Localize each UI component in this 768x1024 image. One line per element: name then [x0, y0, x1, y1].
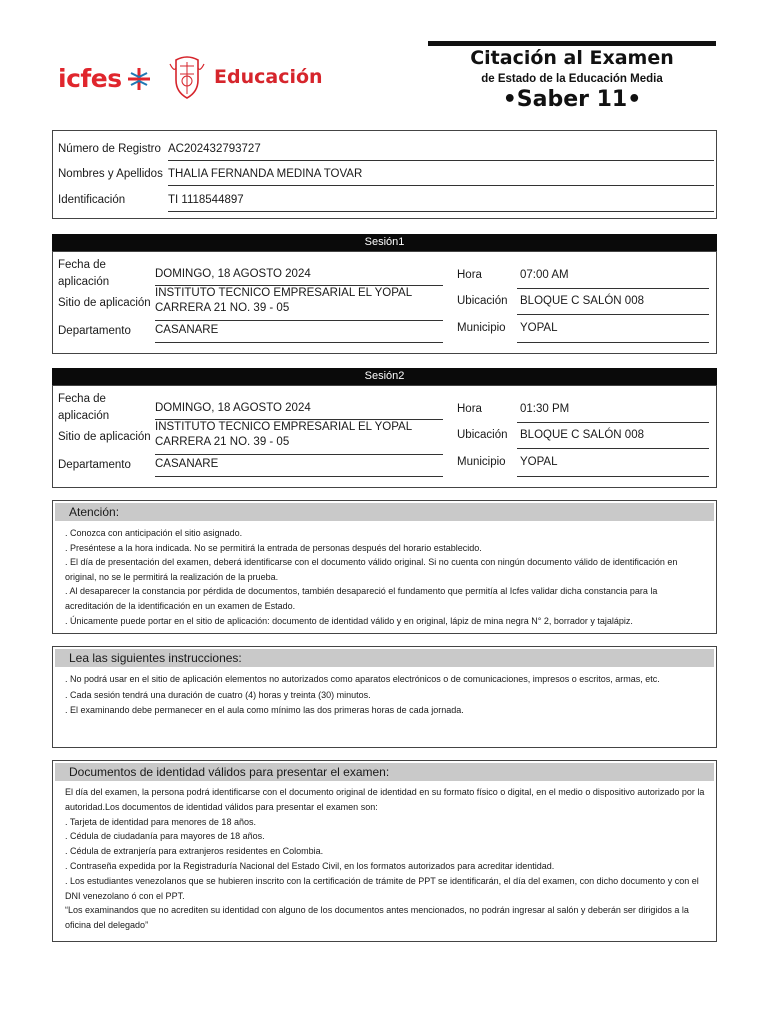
icfes-logo-text: icfes	[58, 64, 122, 93]
saber-title: •Saber 11•	[502, 87, 642, 112]
identification-value: TI 1118544897	[168, 194, 244, 206]
documents-box	[52, 760, 717, 942]
attention-title: Atención:	[55, 503, 714, 521]
depto-label: Departamento	[58, 325, 131, 337]
name-label: Nombres y Apellidos	[58, 168, 163, 180]
list-item: . No podrá usar en el sitio de aplicación elementos no autorizados como aparatos electrónicos o de comunicaciones, impresos o escritos, armas, etc.	[65, 674, 660, 684]
icfes-logo	[58, 64, 152, 93]
session-1-header: Sesión1	[52, 234, 717, 251]
coat-of-arms-icon	[168, 54, 206, 100]
sitio-label: Sitio de aplicación	[58, 431, 151, 443]
instructions-box	[52, 646, 717, 748]
session-2-box	[52, 385, 717, 488]
icfes-star-icon	[126, 66, 152, 92]
list-item: . Únicamente puede portar en el sitio de aplicación: documento de identidad válido y en original, lápiz de mina negra N° 2, borrador y tajalápiz.	[65, 615, 633, 626]
list-item: “Los examinandos que no acrediten su identidad con alguno de los documentos antes mencionados, no podrán ingresar al salón y deberán ser dirigidos a la oficina del delegado”	[65, 905, 689, 931]
list-item: . Cédula de extranjería para extranjeros residentes en Colombia.	[65, 846, 324, 857]
name-value: THALIA FERNANDA MEDINA TOVAR	[168, 168, 363, 180]
attention-list	[53, 523, 716, 631]
registration-value: AC202432793727	[168, 143, 261, 155]
list-item: . El día de presentación del examen, deberá identificarse con el documento válido original. Si no cuenta con ningún documento válido de identificación en original, no se le permitirá la realización de la prueba.	[65, 557, 678, 582]
session-2-header: Sesión2	[52, 368, 717, 385]
attention-box	[52, 500, 717, 634]
fecha-label: Fecha de aplicación	[58, 393, 110, 422]
instructions-title: Lea las siguientes instrucciones:	[55, 649, 714, 667]
registration-box	[52, 130, 717, 219]
municipio-value: YOPAL	[520, 456, 558, 468]
hora-value: 01:30 PM	[520, 403, 570, 415]
education-logo-text: Educación	[214, 66, 323, 88]
hora-label: Hora	[457, 269, 482, 281]
list-item: . Cédula de ciudadanía para mayores de 18 años.	[65, 831, 265, 842]
fecha-value: DOMINGO, 18 AGOSTO 2024	[155, 268, 311, 280]
list-item: . Conozca con anticipación el sitio asignado.	[65, 528, 243, 538]
municipio-value: YOPAL	[520, 322, 558, 334]
documents-title: Documentos de identidad válidos para presentar el examen:	[55, 763, 714, 781]
sitio-label: Sitio de aplicación	[58, 297, 151, 309]
ubicacion-value: BLOQUE C SALÓN 008	[520, 295, 644, 307]
sitio-value: INSTITUTO TECNICO EMPRESARIAL EL YOPAL CARRERA 21 NO. 39 - 05	[155, 421, 412, 448]
depto-value: CASANARE	[155, 324, 219, 336]
depto-label: Departamento	[58, 459, 131, 471]
hora-value: 07:00 AM	[520, 269, 569, 281]
municipio-label: Municipio	[457, 322, 506, 334]
hora-label: Hora	[457, 403, 482, 415]
list-item: . Los estudiantes venezolanos que se hubieren inscrito con la certificación de trámite de PPT se identificarán, el día del examen, con dicho documento y con el DNI venezolano ó con el PPT.	[65, 875, 699, 901]
list-item: El día del examen, la persona podrá identificarse con el documento original de identidad en su formato físico o digital, en el medio o dispositivo autorizado por la autoridad.Los documentos de identidad válidos para presentar el examen son:	[65, 787, 705, 812]
page-title: Citación al Examen	[470, 47, 674, 69]
ubicacion-label: Ubicación	[457, 295, 508, 307]
education-logo	[168, 54, 323, 100]
sitio-value: INSTITUTO TECNICO EMPRESARIAL EL YOPAL CARRERA 21 NO. 39 - 05	[155, 287, 412, 314]
list-item: . Tarjeta de identidad para menores de 18 años.	[65, 816, 256, 827]
registration-label: Número de Registro	[58, 143, 161, 155]
depto-value: CASANARE	[155, 458, 219, 470]
page-subtitle: de Estado de la Educación Media	[481, 73, 663, 85]
instructions-list	[53, 669, 716, 722]
identification-label: Identificación	[58, 194, 126, 206]
session-1-box	[52, 251, 717, 354]
ubicacion-value: BLOQUE C SALÓN 008	[520, 429, 644, 441]
documents-list	[53, 783, 716, 936]
list-item: . Al desaparecer la constancia por pérdida de documentos, también desapareció el fundamento que permitía al Icfes validar dicha constancia para la acreditación de la identificación en un examen de Estado.	[65, 586, 658, 611]
list-item: . Preséntese a la hora indicada. No se permitirá la entrada de personas después del horario establecido.	[65, 542, 482, 553]
list-item: . El examinando debe permanecer en el aula como mínimo las dos primeras horas de cada jornada.	[65, 705, 464, 715]
fecha-label: Fecha de aplicación	[58, 259, 110, 288]
fecha-value: DOMINGO, 18 AGOSTO 2024	[155, 402, 311, 414]
municipio-label: Municipio	[457, 456, 506, 468]
list-item: . Contraseña expedida por la Registraduría Nacional del Estado Civil, en los formatos autorizados para acreditar identidad.	[65, 860, 555, 871]
ubicacion-label: Ubicación	[457, 429, 508, 441]
title-bar	[428, 41, 716, 46]
list-item: . Cada sesión tendrá una duración de cuatro (4) horas y treinta (30) minutos.	[65, 689, 371, 700]
